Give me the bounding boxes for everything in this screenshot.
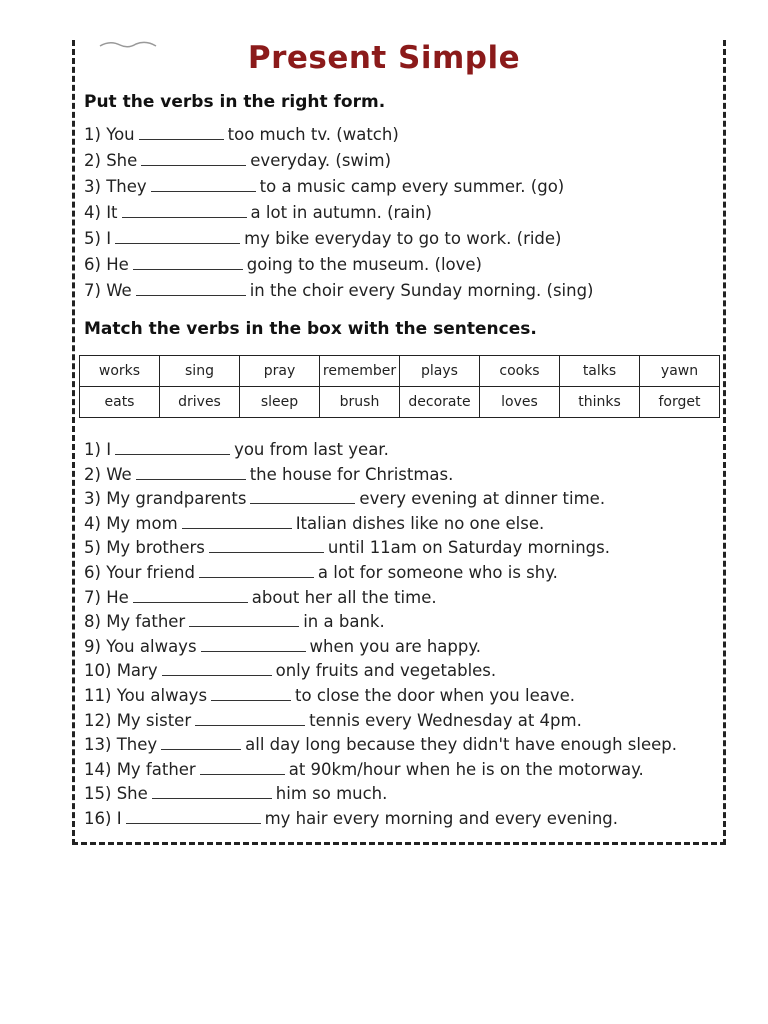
exercise-line	[84, 125, 399, 144]
sentence-start: My father	[106, 612, 186, 632]
sentence-end: my hair every morning and every evening.	[264, 809, 618, 828]
section1-heading: Put the verbs in the right form.	[84, 92, 386, 112]
item-number: 3)	[84, 177, 107, 196]
sentence-end: about her all the time.	[251, 587, 437, 607]
exercise-line	[84, 229, 562, 248]
sentence-end: a lot in autumn. (rain)	[250, 203, 432, 222]
verb-cell: remember	[320, 356, 400, 387]
exercise-line	[84, 661, 496, 680]
sentence-end: Italian dishes like no one else.	[295, 513, 545, 533]
sentence-start: My grandparents	[106, 489, 247, 509]
sentence-end: going to the museum. (love)	[246, 255, 482, 274]
exercise-line	[84, 612, 385, 631]
sentence-start: My mom	[106, 513, 178, 533]
sentence-start: My brothers	[106, 538, 205, 558]
exercise-line	[84, 281, 594, 300]
answer-blank[interactable]	[133, 589, 248, 603]
answer-blank[interactable]	[161, 736, 241, 750]
sentence-start: I	[106, 440, 112, 459]
answer-blank[interactable]	[209, 539, 324, 553]
verb-cell: thinks	[560, 387, 640, 418]
answer-blank[interactable]	[211, 687, 291, 701]
verb-cell: plays	[400, 356, 480, 387]
answer-blank[interactable]	[115, 441, 230, 455]
sentence-end: tennis every Wednesday at 4pm.	[309, 710, 582, 730]
item-number: 6)	[84, 255, 107, 274]
verb-cell: cooks	[480, 356, 560, 387]
sentence-start: My father	[116, 759, 196, 779]
item-number: 5)	[84, 229, 107, 248]
exercise-line	[84, 489, 605, 508]
answer-blank[interactable]	[195, 712, 305, 726]
exercise-line	[84, 440, 389, 459]
sentence-start: I	[106, 229, 112, 248]
answer-blank[interactable]	[199, 564, 314, 578]
sentence-start: He	[106, 587, 129, 607]
sentence-end: only fruits and vegetables.	[275, 661, 497, 681]
exercise-line	[84, 711, 582, 730]
item-number: 4)	[84, 513, 107, 533]
sentence-end: everyday. (swim)	[250, 151, 392, 170]
verb-cell: drives	[160, 387, 240, 418]
exercise-line	[84, 760, 644, 779]
answer-blank[interactable]	[162, 662, 272, 676]
sentence-start: He	[106, 255, 129, 274]
verb-cell: sing	[160, 356, 240, 387]
answer-blank[interactable]	[136, 466, 246, 480]
verb-cell: decorate	[400, 387, 480, 418]
answer-blank[interactable]	[139, 126, 224, 140]
sentence-start: It	[106, 203, 118, 222]
item-number: 9)	[84, 636, 107, 656]
item-number: 8)	[84, 612, 107, 632]
sentence-end: all day long because they didn't have enough sleep.	[245, 735, 677, 755]
answer-blank[interactable]	[141, 152, 246, 166]
page-title: Present Simple	[247, 40, 521, 76]
item-number: 5)	[84, 538, 107, 558]
sentence-end: at 90km/hour when he is on the motorway.	[288, 759, 644, 779]
sentence-start: I	[116, 809, 122, 828]
verb-cell: talks	[560, 356, 640, 387]
verb-cell: yawn	[640, 356, 720, 387]
sentence-end: the house for Christmas.	[249, 464, 454, 484]
verb-cell: forget	[640, 387, 720, 418]
item-number: 12)	[84, 710, 117, 730]
exercise-line	[84, 686, 575, 705]
item-number: 1)	[84, 125, 107, 144]
sentence-end: until 11am on Saturday mornings.	[327, 538, 610, 558]
sentence-start: They	[106, 177, 147, 196]
sentence-end: too much tv. (watch)	[227, 125, 399, 144]
item-number: 15)	[84, 784, 117, 804]
sentence-start: Your friend	[106, 563, 195, 582]
verb-box-row	[80, 356, 720, 387]
sentence-end: in the choir every Sunday morning. (sing)	[249, 281, 594, 300]
sentence-start: She	[116, 784, 148, 804]
sentence-start: My sister	[116, 710, 192, 730]
verb-cell: pray	[240, 356, 320, 387]
exercise-line	[84, 784, 387, 803]
sentence-start: She	[106, 151, 138, 170]
exercise-line	[84, 538, 610, 557]
verb-cell: sleep	[240, 387, 320, 418]
exercise-line	[84, 465, 453, 484]
sentence-end: to a music camp every summer. (go)	[259, 177, 565, 196]
item-number: 1)	[84, 440, 107, 459]
item-number: 2)	[84, 464, 107, 484]
item-number: 3)	[84, 489, 107, 509]
answer-blank[interactable]	[151, 178, 256, 192]
verb-box	[79, 355, 720, 418]
sentence-end: in a bank.	[303, 612, 385, 632]
exercise-line	[84, 514, 544, 533]
item-number: 7)	[84, 587, 107, 607]
verb-cell: brush	[320, 387, 400, 418]
sentence-end: every evening at dinner time.	[359, 489, 606, 509]
sentence-start: We	[106, 281, 132, 300]
sentence-end: you from last year.	[234, 440, 389, 459]
item-number: 4)	[84, 203, 107, 222]
item-number: 6)	[84, 563, 107, 582]
verb-cell: loves	[480, 387, 560, 418]
item-number: 10)	[84, 661, 117, 681]
item-number: 7)	[84, 281, 107, 300]
sentence-start: You always	[116, 686, 208, 705]
exercise-line	[84, 588, 437, 607]
answer-blank[interactable]	[200, 761, 285, 775]
sentence-start: You	[106, 125, 135, 144]
exercise-line	[84, 637, 481, 656]
answer-blank[interactable]	[152, 785, 272, 799]
item-number: 16)	[84, 809, 117, 828]
exercise-line	[84, 563, 558, 582]
sentence-end: when you are happy.	[309, 636, 482, 656]
item-number: 11)	[84, 686, 117, 705]
verb-box-row	[80, 387, 720, 418]
sentence-end: a lot for someone who is shy.	[317, 563, 558, 582]
answer-blank[interactable]	[115, 230, 240, 244]
answer-blank[interactable]	[182, 515, 292, 529]
answer-blank[interactable]	[126, 810, 261, 824]
exercise-line	[84, 177, 564, 196]
answer-blank[interactable]	[250, 490, 355, 504]
exercise-line	[84, 255, 482, 274]
item-number: 2)	[84, 151, 107, 170]
sentence-start: They	[116, 735, 158, 755]
exercise-line	[84, 151, 391, 170]
exercise-line	[84, 809, 618, 828]
answer-blank[interactable]	[189, 613, 299, 627]
answer-blank[interactable]	[136, 282, 246, 296]
sentence-start: Mary	[116, 661, 158, 681]
sentence-start: You always	[106, 636, 197, 656]
section2-heading: Match the verbs in the box with the sentences.	[84, 319, 537, 339]
sentence-start: We	[106, 464, 132, 484]
verb-cell: eats	[80, 387, 160, 418]
answer-blank[interactable]	[201, 638, 306, 652]
exercise-line	[84, 735, 677, 754]
verb-cell: works	[80, 356, 160, 387]
sentence-end: to close the door when you leave.	[295, 686, 575, 705]
answer-blank[interactable]	[133, 256, 243, 270]
item-number: 13)	[84, 735, 117, 755]
item-number: 14)	[84, 759, 117, 779]
answer-blank[interactable]	[122, 204, 247, 218]
sentence-end: my bike everyday to go to work. (ride)	[244, 229, 562, 248]
sentence-end: him so much.	[275, 784, 388, 804]
exercise-line	[84, 203, 432, 222]
